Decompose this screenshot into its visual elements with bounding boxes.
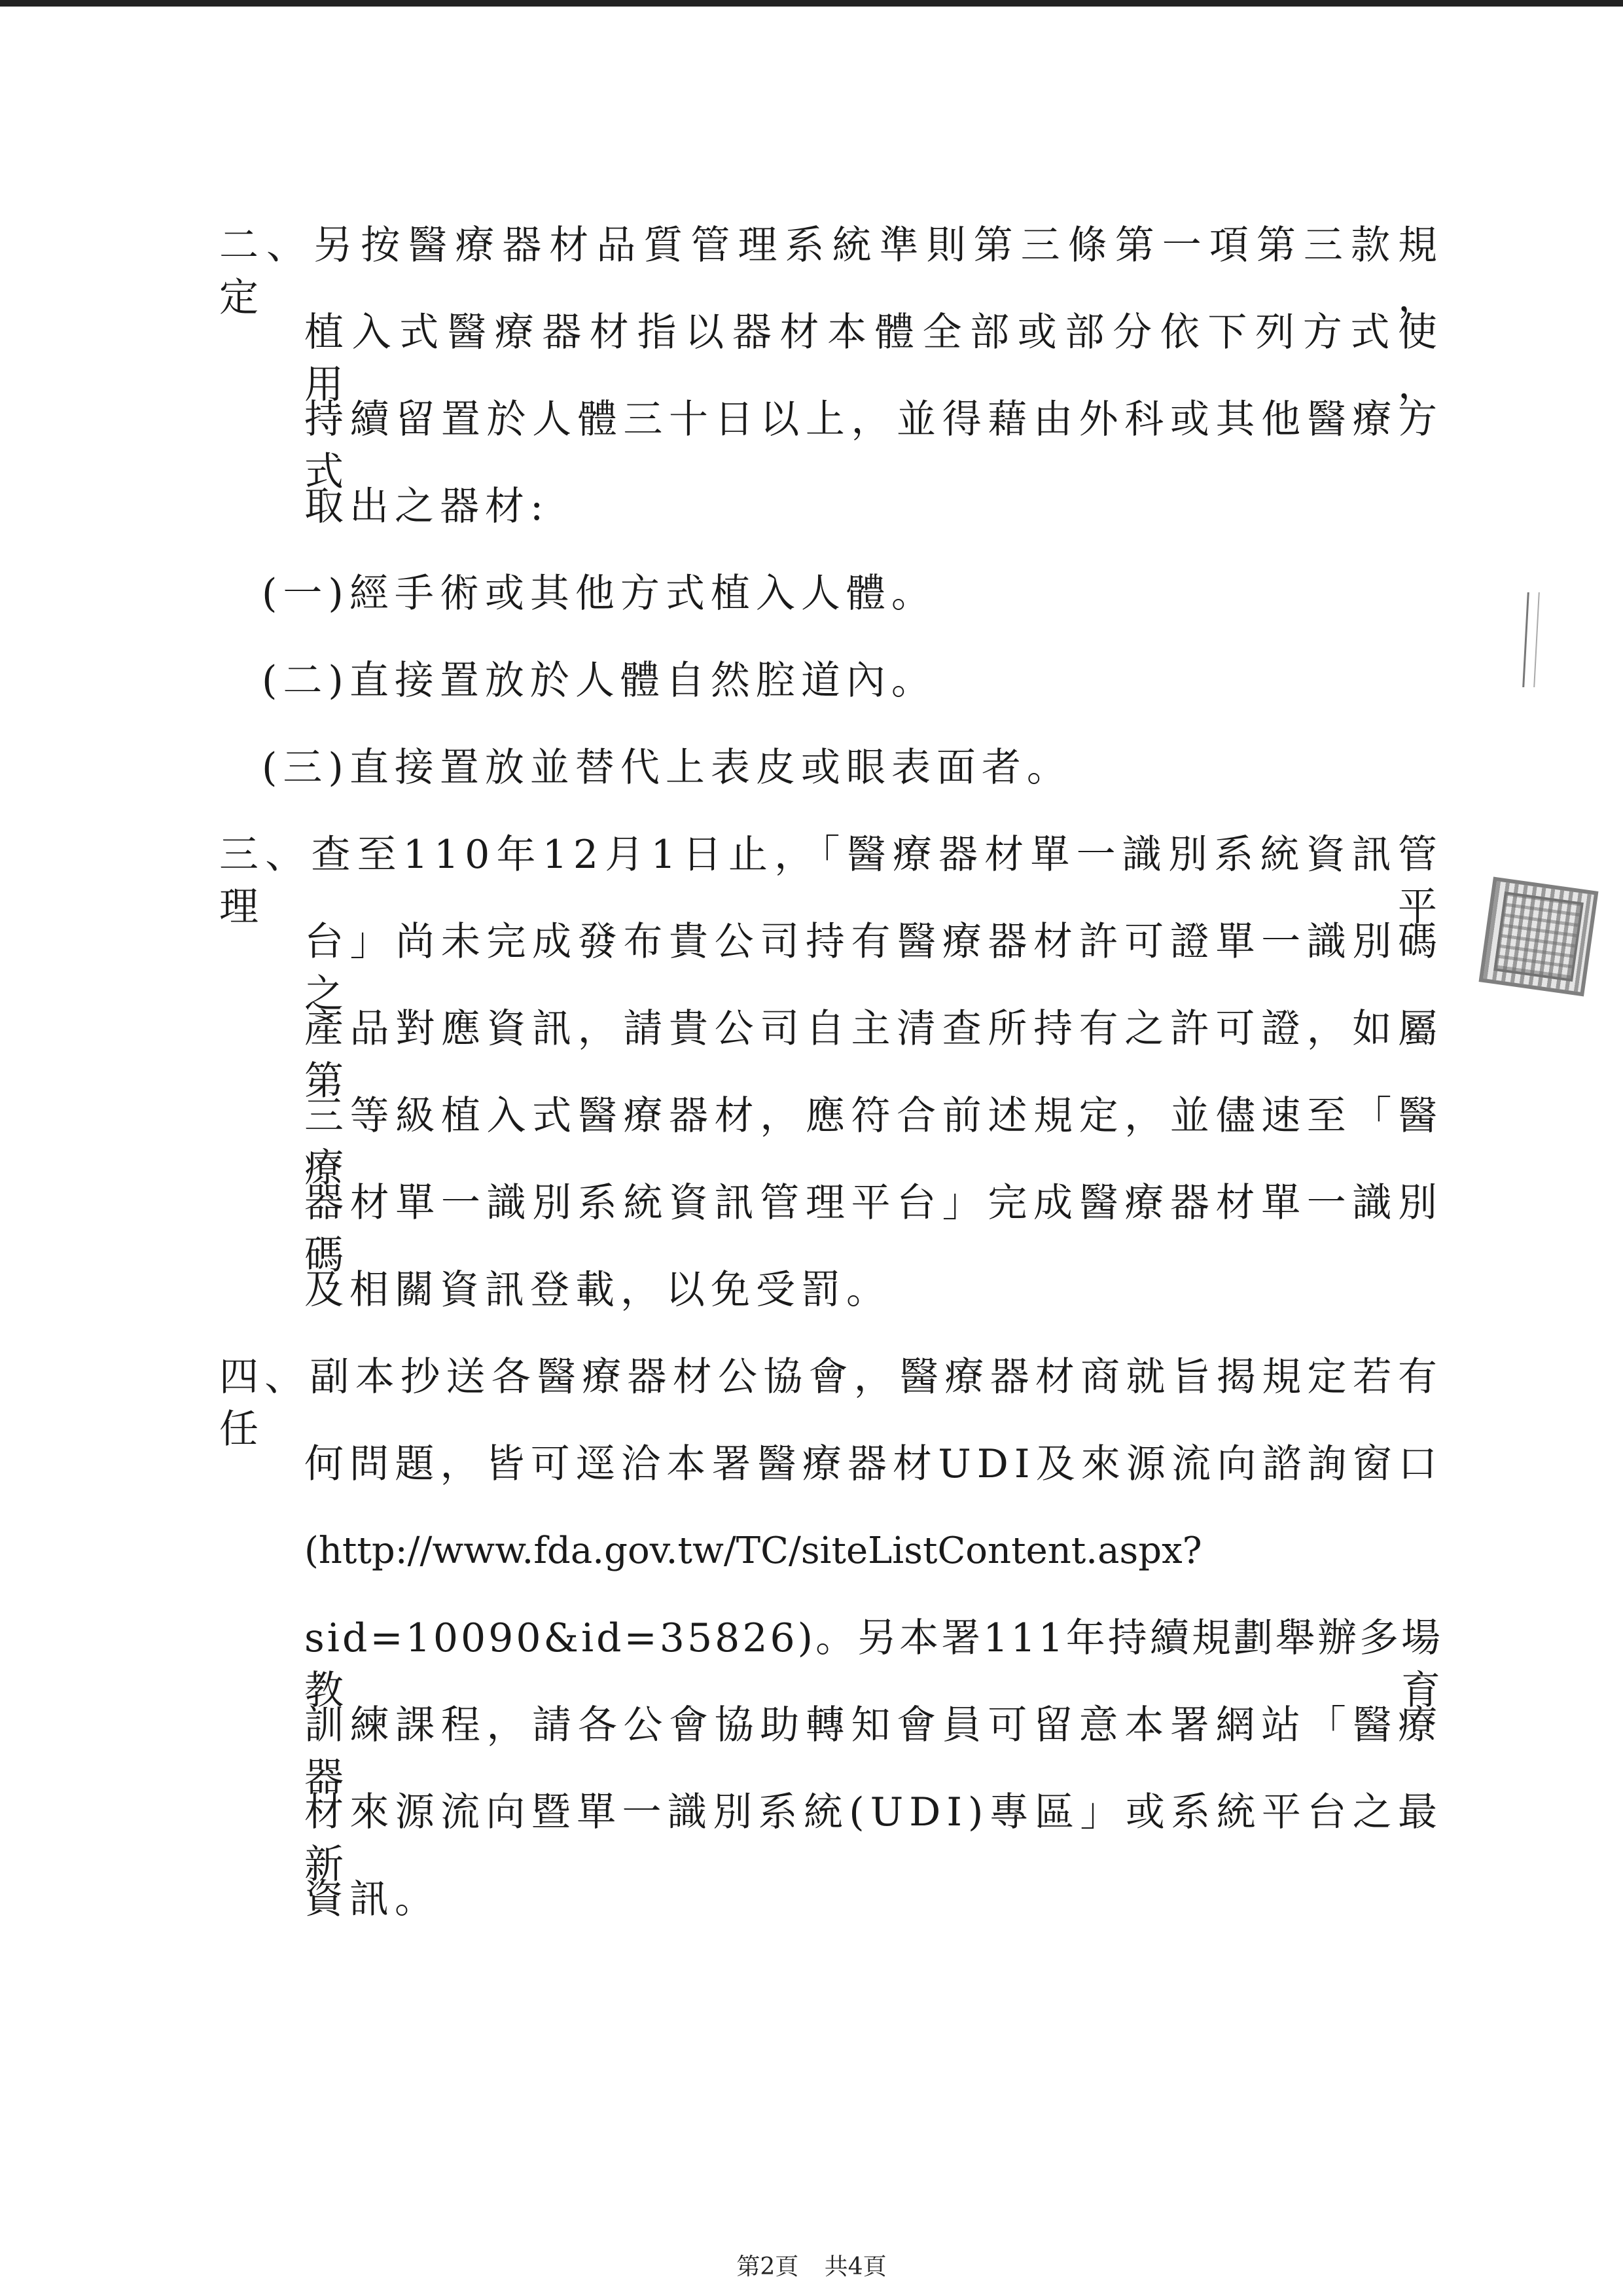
section-three-line-5: 器材單一識別系統資訊管理平台」完成醫療器材單一識別碼 — [304, 1180, 1443, 1278]
page-footer — [0, 2253, 1623, 2282]
page-number: 第2頁 — [736, 2253, 799, 2280]
section-two-line-2: 植入式醫療器材指以器材本體全部或部分依下列方式使用， — [304, 310, 1443, 408]
section-four-line-5: 訓練課程，請各公會協助轉知會員可留意本署網站「醫療器 — [304, 1702, 1443, 1801]
sub-item-3: (三)直接置放並替代上表皮或眼表面者。 — [262, 745, 1072, 791]
sub-item-1: (一)經手術或其他方式植入人體。 — [262, 571, 936, 617]
section-three-line-1: 三、查至110年12月1日止，「醫療器材單一識別系統資訊管理平 — [219, 832, 1443, 930]
sub-item-2: (二)直接置放於人體自然腔道內。 — [262, 658, 936, 704]
page-total: 共4頁 — [824, 2253, 887, 2280]
section-four-line-2: 何問題，皆可逕洽本署醫療器材UDI及來源流向諮詢窗口 — [304, 1441, 1443, 1487]
section-two-line-4: 取出之器材: — [304, 484, 550, 529]
section-four-line-1: 四、副本抄送各醫療器材公協會，醫療器材商就旨揭規定若有任 — [219, 1354, 1443, 1452]
scan-top-edge — [0, 0, 1623, 7]
contact-url-line-2: sid=10090&id=35826)。另本署111年持續規劃舉辦多場教育 — [304, 1615, 1443, 1713]
section-three-line-4: 三等級植入式醫療器材，應符合前述規定，並儘速至「醫療 — [304, 1093, 1443, 1191]
section-two-line-1: 二、另按醫療器材品質管理系統準則第三條第一項第三款規定， — [219, 223, 1443, 321]
contact-url-line-1: (http://www.fda.gov.tw/TC/siteListContent.aspx? — [304, 1530, 1202, 1572]
section-three-line-3: 產品對應資訊，請貴公司自主清查所持有之許可證，如屬第 — [304, 1006, 1443, 1104]
section-three-line-6: 及相關資訊登載，以免受罰。 — [304, 1267, 891, 1313]
section-two-line-3: 持續留置於人體三十日以上，並得藉由外科或其他醫療方式 — [304, 397, 1443, 495]
section-four-line-7: 資訊。 — [304, 1876, 440, 1922]
section-three-line-2: 台」尚未完成發布貴公司持有醫療器材許可證單一識別碼之 — [304, 919, 1443, 1017]
section-four-line-6: 材來源流向暨單一識別系統(UDI)專區」或系統平台之最新 — [304, 1789, 1443, 1888]
staple-mark — [1522, 592, 1540, 687]
seal-stamp — [1479, 877, 1599, 997]
